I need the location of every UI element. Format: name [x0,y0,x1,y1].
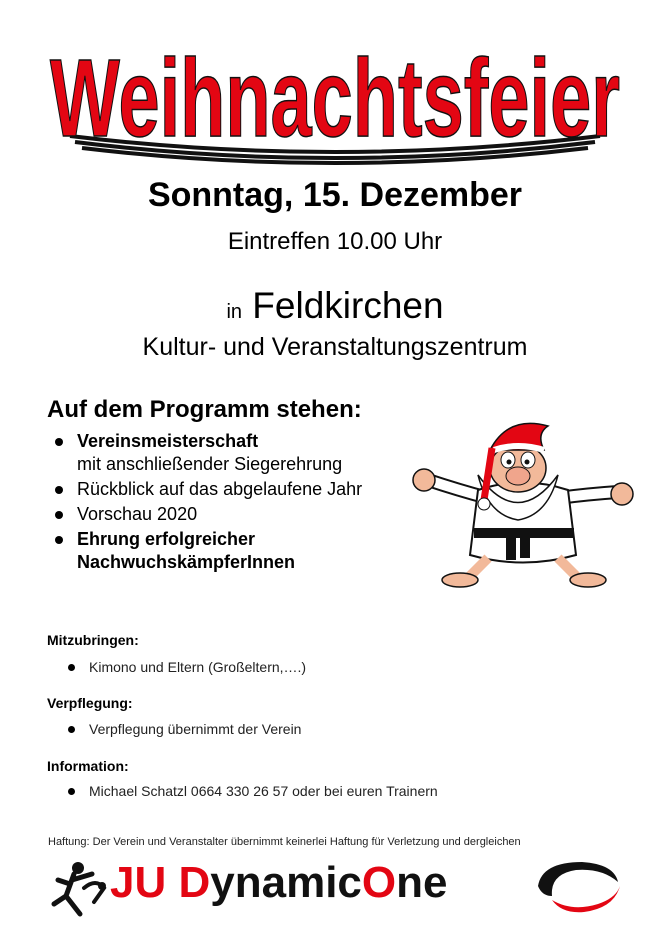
logo-part: JU [110,858,179,907]
program-heading: Auf dem Programm stehen: [47,396,362,423]
section-item-information [68,783,438,799]
section-heading-information: Information: [47,758,129,774]
bullet-icon [68,664,75,671]
event-title: Weihnachtsfeier [50,37,620,160]
bullet-icon [55,511,63,519]
program-item-main: Rückblick auf das abgelaufene Jahr [77,479,363,499]
swoosh-logo-icon [532,856,624,916]
program-item-main: Vereinsmeisterschaft [77,431,259,451]
program-item-main: Vorschau 2020 [77,504,198,524]
logo-part: ne [396,858,448,907]
title-art [0,18,670,168]
section-item-text: Verpflegung übernimmt der Verein [89,721,302,737]
section-item-text: Kimono und Eltern (Großeltern,….) [89,659,307,675]
program-item-sub: NachwuchskämpferInnen [77,552,296,572]
bullet-icon [68,788,75,795]
club-logo-text [110,858,448,908]
logo-part: D [178,858,211,907]
program-list [53,430,413,576]
logo-part: ynamic [210,858,362,907]
event-venue: Kultur- und Veranstaltungszentrum [142,333,528,361]
bullet-icon [55,536,63,544]
liability-disclaimer: Haftung: Der Verein und Veranstalter übernimmt keinerlei Haftung für Verletzung und dergleichen [48,836,521,848]
list-item [53,478,413,501]
location-prefix: in [226,301,243,323]
section-heading-bring: Mitzubringen: [47,632,139,648]
bullet-icon [55,486,63,494]
section-item-text: Michael Schatzl 0664 330 26 57 oder bei euren Trainern [89,783,438,799]
title-banner [0,18,670,168]
program-item-main: Ehrung erfolgreicher [77,529,256,549]
bullet-icon [68,726,75,733]
santa-judoka-illustration [408,420,640,592]
list-item [53,528,413,574]
list-item [53,503,413,526]
list-item [53,430,413,476]
event-date: Sonntag, 15. Dezember [147,176,523,214]
section-item-catering [68,721,301,737]
program-item-sub: mit anschließender Siegerehrung [77,454,343,474]
bullet-icon [55,438,63,446]
judo-throw-icon [44,858,108,918]
section-heading-catering: Verpflegung: [47,695,133,711]
event-location [0,285,670,327]
section-item-bring [68,659,306,675]
arrival-time: Eintreffen 10.00 Uhr [227,228,443,255]
location-place: Feldkirchen [252,285,444,326]
logo-part: O [361,858,397,907]
